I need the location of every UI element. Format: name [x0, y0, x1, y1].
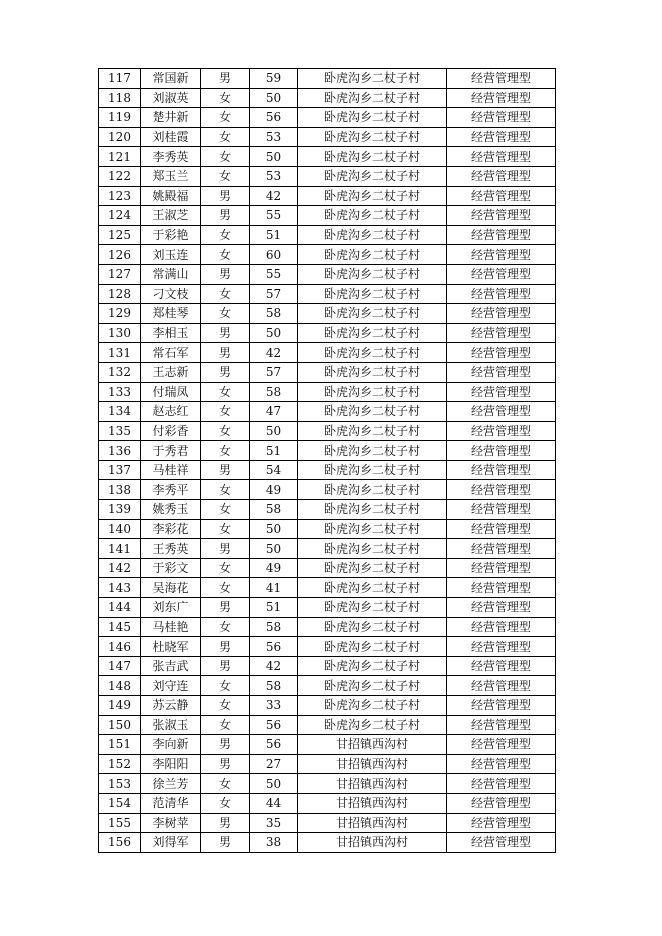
- row-number-cell: 156: [99, 833, 141, 853]
- person-name-cell: 李秀平: [141, 480, 201, 500]
- row-number-cell: 125: [99, 225, 141, 245]
- person-name-cell: 楚井新: [141, 108, 201, 128]
- gender-cell: 女: [201, 715, 250, 735]
- gender-cell: 女: [201, 108, 250, 128]
- village-cell: 甘招镇西沟村: [298, 833, 447, 853]
- row-number-cell: 131: [99, 343, 141, 363]
- category-cell: 经营管理型: [447, 598, 556, 618]
- gender-cell: 男: [201, 69, 250, 89]
- category-cell: 经营管理型: [447, 813, 556, 833]
- age-cell: 58: [250, 304, 298, 324]
- age-cell: 50: [250, 88, 298, 108]
- gender-cell: 男: [201, 186, 250, 206]
- person-name-cell: 郑桂琴: [141, 304, 201, 324]
- age-cell: 60: [250, 245, 298, 265]
- table-row: [99, 598, 556, 618]
- category-cell: 经营管理型: [447, 304, 556, 324]
- category-cell: 经营管理型: [447, 88, 556, 108]
- person-name-cell: 李相玉: [141, 323, 201, 343]
- age-cell: 47: [250, 402, 298, 422]
- village-cell: 卧虎沟乡二杖子村: [298, 598, 447, 618]
- age-cell: 56: [250, 637, 298, 657]
- age-cell: 42: [250, 186, 298, 206]
- table-row: [99, 88, 556, 108]
- gender-cell: 女: [201, 774, 250, 794]
- person-name-cell: 姚秀玉: [141, 500, 201, 520]
- gender-cell: 女: [201, 225, 250, 245]
- row-number-cell: 155: [99, 813, 141, 833]
- age-cell: 58: [250, 617, 298, 637]
- table-row: [99, 500, 556, 520]
- gender-cell: 男: [201, 362, 250, 382]
- village-cell: 卧虎沟乡二杖子村: [298, 186, 447, 206]
- table-row: [99, 539, 556, 559]
- table-row: [99, 245, 556, 265]
- age-cell: 42: [250, 343, 298, 363]
- village-cell: 卧虎沟乡二杖子村: [298, 558, 447, 578]
- age-cell: 51: [250, 598, 298, 618]
- category-cell: 经营管理型: [447, 539, 556, 559]
- age-cell: 49: [250, 480, 298, 500]
- row-number-cell: 136: [99, 441, 141, 461]
- person-name-cell: 常国新: [141, 69, 201, 89]
- row-number-cell: 139: [99, 500, 141, 520]
- row-number-cell: 132: [99, 362, 141, 382]
- person-name-cell: 吴海花: [141, 578, 201, 598]
- person-name-cell: 于秀君: [141, 441, 201, 461]
- village-cell: 卧虎沟乡二杖子村: [298, 696, 447, 716]
- table-row: [99, 284, 556, 304]
- gender-cell: 女: [201, 245, 250, 265]
- age-cell: 56: [250, 108, 298, 128]
- gender-cell: 男: [201, 754, 250, 774]
- village-cell: 甘招镇西沟村: [298, 813, 447, 833]
- age-cell: 44: [250, 793, 298, 813]
- table-row: [99, 735, 556, 755]
- village-cell: 卧虎沟乡二杖子村: [298, 617, 447, 637]
- gender-cell: 女: [201, 617, 250, 637]
- gender-cell: 女: [201, 382, 250, 402]
- row-number-cell: 143: [99, 578, 141, 598]
- gender-cell: 女: [201, 696, 250, 716]
- category-cell: 经营管理型: [447, 441, 556, 461]
- age-cell: 57: [250, 284, 298, 304]
- category-cell: 经营管理型: [447, 774, 556, 794]
- person-name-cell: 杜晓军: [141, 637, 201, 657]
- table-row: [99, 402, 556, 422]
- person-name-cell: 李秀英: [141, 147, 201, 167]
- age-cell: 50: [250, 774, 298, 794]
- gender-cell: 女: [201, 793, 250, 813]
- village-cell: 卧虎沟乡二杖子村: [298, 69, 447, 89]
- table-row: [99, 323, 556, 343]
- row-number-cell: 133: [99, 382, 141, 402]
- category-cell: 经营管理型: [447, 754, 556, 774]
- person-name-cell: 范清华: [141, 793, 201, 813]
- gender-cell: 男: [201, 343, 250, 363]
- category-cell: 经营管理型: [447, 676, 556, 696]
- category-cell: 经营管理型: [447, 166, 556, 186]
- table-row: [99, 813, 556, 833]
- gender-cell: 女: [201, 421, 250, 441]
- gender-cell: 女: [201, 519, 250, 539]
- person-name-cell: 赵志红: [141, 402, 201, 422]
- village-cell: 卧虎沟乡二杖子村: [298, 343, 447, 363]
- table-row: [99, 166, 556, 186]
- village-cell: 卧虎沟乡二杖子村: [298, 421, 447, 441]
- gender-cell: 男: [201, 833, 250, 853]
- village-cell: 卧虎沟乡二杖子村: [298, 206, 447, 226]
- gender-cell: 男: [201, 539, 250, 559]
- village-cell: 卧虎沟乡二杖子村: [298, 304, 447, 324]
- category-cell: 经营管理型: [447, 578, 556, 598]
- table-row: [99, 617, 556, 637]
- table-row: [99, 206, 556, 226]
- category-cell: 经营管理型: [447, 460, 556, 480]
- age-cell: 53: [250, 127, 298, 147]
- gender-cell: 男: [201, 323, 250, 343]
- row-number-cell: 138: [99, 480, 141, 500]
- village-cell: 卧虎沟乡二杖子村: [298, 166, 447, 186]
- gender-cell: 女: [201, 676, 250, 696]
- row-number-cell: 148: [99, 676, 141, 696]
- village-cell: 卧虎沟乡二杖子村: [298, 637, 447, 657]
- table-row: [99, 637, 556, 657]
- person-name-cell: 常满山: [141, 264, 201, 284]
- person-name-cell: 刁文枝: [141, 284, 201, 304]
- person-name-cell: 李阳阳: [141, 754, 201, 774]
- row-number-cell: 147: [99, 656, 141, 676]
- village-cell: 卧虎沟乡二杖子村: [298, 127, 447, 147]
- age-cell: 51: [250, 441, 298, 461]
- person-name-cell: 王志新: [141, 362, 201, 382]
- category-cell: 经营管理型: [447, 637, 556, 657]
- gender-cell: 女: [201, 166, 250, 186]
- gender-cell: 男: [201, 735, 250, 755]
- village-cell: 卧虎沟乡二杖子村: [298, 519, 447, 539]
- age-cell: 33: [250, 696, 298, 716]
- category-cell: 经营管理型: [447, 793, 556, 813]
- row-number-cell: 152: [99, 754, 141, 774]
- category-cell: 经营管理型: [447, 186, 556, 206]
- village-cell: 卧虎沟乡二杖子村: [298, 323, 447, 343]
- row-number-cell: 123: [99, 186, 141, 206]
- age-cell: 56: [250, 715, 298, 735]
- row-number-cell: 118: [99, 88, 141, 108]
- row-number-cell: 149: [99, 696, 141, 716]
- village-cell: 卧虎沟乡二杖子村: [298, 225, 447, 245]
- row-number-cell: 122: [99, 166, 141, 186]
- category-cell: 经营管理型: [447, 480, 556, 500]
- person-name-cell: 李树苹: [141, 813, 201, 833]
- table-row: [99, 833, 556, 853]
- village-cell: 卧虎沟乡二杖子村: [298, 245, 447, 265]
- person-name-cell: 于彩文: [141, 558, 201, 578]
- row-number-cell: 154: [99, 793, 141, 813]
- category-cell: 经营管理型: [447, 245, 556, 265]
- row-number-cell: 134: [99, 402, 141, 422]
- table-row: [99, 264, 556, 284]
- person-name-cell: 刘淑英: [141, 88, 201, 108]
- table-row: [99, 147, 556, 167]
- person-name-cell: 张吉武: [141, 656, 201, 676]
- village-cell: 甘招镇西沟村: [298, 735, 447, 755]
- village-cell: 甘招镇西沟村: [298, 774, 447, 794]
- row-number-cell: 142: [99, 558, 141, 578]
- row-number-cell: 140: [99, 519, 141, 539]
- category-cell: 经营管理型: [447, 225, 556, 245]
- table-row: [99, 460, 556, 480]
- category-cell: 经营管理型: [447, 147, 556, 167]
- category-cell: 经营管理型: [447, 108, 556, 128]
- category-cell: 经营管理型: [447, 696, 556, 716]
- gender-cell: 女: [201, 127, 250, 147]
- village-cell: 卧虎沟乡二杖子村: [298, 676, 447, 696]
- row-number-cell: 153: [99, 774, 141, 794]
- person-name-cell: 刘桂霞: [141, 127, 201, 147]
- age-cell: 50: [250, 323, 298, 343]
- age-cell: 58: [250, 500, 298, 520]
- person-name-cell: 王淑芝: [141, 206, 201, 226]
- village-cell: 卧虎沟乡二杖子村: [298, 460, 447, 480]
- age-cell: 27: [250, 754, 298, 774]
- row-number-cell: 120: [99, 127, 141, 147]
- table-row: [99, 519, 556, 539]
- age-cell: 51: [250, 225, 298, 245]
- age-cell: 35: [250, 813, 298, 833]
- person-name-cell: 郑玉兰: [141, 166, 201, 186]
- row-number-cell: 137: [99, 460, 141, 480]
- gender-cell: 男: [201, 460, 250, 480]
- table-row: [99, 304, 556, 324]
- village-cell: 卧虎沟乡二杖子村: [298, 500, 447, 520]
- age-cell: 50: [250, 519, 298, 539]
- person-name-cell: 刘玉连: [141, 245, 201, 265]
- gender-cell: 男: [201, 656, 250, 676]
- gender-cell: 女: [201, 402, 250, 422]
- category-cell: 经营管理型: [447, 715, 556, 735]
- category-cell: 经营管理型: [447, 656, 556, 676]
- village-cell: 卧虎沟乡二杖子村: [298, 441, 447, 461]
- table-row: [99, 362, 556, 382]
- person-name-cell: 刘得军: [141, 833, 201, 853]
- person-name-cell: 于彩艳: [141, 225, 201, 245]
- village-cell: 卧虎沟乡二杖子村: [298, 88, 447, 108]
- row-number-cell: 144: [99, 598, 141, 618]
- table-row: [99, 558, 556, 578]
- village-cell: 卧虎沟乡二杖子村: [298, 147, 447, 167]
- person-name-cell: 苏云静: [141, 696, 201, 716]
- table-row: [99, 382, 556, 402]
- row-number-cell: 121: [99, 147, 141, 167]
- category-cell: 经营管理型: [447, 264, 556, 284]
- village-cell: 卧虎沟乡二杖子村: [298, 578, 447, 598]
- age-cell: 50: [250, 147, 298, 167]
- row-number-cell: 130: [99, 323, 141, 343]
- age-cell: 49: [250, 558, 298, 578]
- table-row: [99, 343, 556, 363]
- table-row: [99, 108, 556, 128]
- village-cell: 卧虎沟乡二杖子村: [298, 539, 447, 559]
- row-number-cell: 129: [99, 304, 141, 324]
- age-cell: 50: [250, 421, 298, 441]
- table-row: [99, 656, 556, 676]
- gender-cell: 女: [201, 88, 250, 108]
- category-cell: 经营管理型: [447, 558, 556, 578]
- gender-cell: 男: [201, 598, 250, 618]
- age-cell: 38: [250, 833, 298, 853]
- gender-cell: 女: [201, 480, 250, 500]
- roster-table: [98, 68, 556, 853]
- table-row: [99, 696, 556, 716]
- table-row: [99, 421, 556, 441]
- village-cell: 卧虎沟乡二杖子村: [298, 656, 447, 676]
- table-row: [99, 715, 556, 735]
- gender-cell: 女: [201, 500, 250, 520]
- age-cell: 58: [250, 382, 298, 402]
- category-cell: 经营管理型: [447, 382, 556, 402]
- age-cell: 50: [250, 539, 298, 559]
- category-cell: 经营管理型: [447, 402, 556, 422]
- gender-cell: 女: [201, 147, 250, 167]
- person-name-cell: 马桂艳: [141, 617, 201, 637]
- row-number-cell: 126: [99, 245, 141, 265]
- village-cell: 卧虎沟乡二杖子村: [298, 108, 447, 128]
- category-cell: 经营管理型: [447, 617, 556, 637]
- age-cell: 58: [250, 676, 298, 696]
- age-cell: 55: [250, 206, 298, 226]
- person-name-cell: 李向新: [141, 735, 201, 755]
- category-cell: 经营管理型: [447, 69, 556, 89]
- table-row: [99, 186, 556, 206]
- person-name-cell: 李彩花: [141, 519, 201, 539]
- village-cell: 卧虎沟乡二杖子村: [298, 362, 447, 382]
- table-row: [99, 225, 556, 245]
- age-cell: 54: [250, 460, 298, 480]
- row-number-cell: 124: [99, 206, 141, 226]
- person-name-cell: 刘守连: [141, 676, 201, 696]
- age-cell: 55: [250, 264, 298, 284]
- category-cell: 经营管理型: [447, 833, 556, 853]
- row-number-cell: 151: [99, 735, 141, 755]
- age-cell: 57: [250, 362, 298, 382]
- category-cell: 经营管理型: [447, 127, 556, 147]
- person-name-cell: 马桂祥: [141, 460, 201, 480]
- category-cell: 经营管理型: [447, 284, 556, 304]
- age-cell: 41: [250, 578, 298, 598]
- row-number-cell: 117: [99, 69, 141, 89]
- table-row: [99, 441, 556, 461]
- category-cell: 经营管理型: [447, 421, 556, 441]
- row-number-cell: 146: [99, 637, 141, 657]
- gender-cell: 女: [201, 284, 250, 304]
- category-cell: 经营管理型: [447, 362, 556, 382]
- gender-cell: 女: [201, 304, 250, 324]
- category-cell: 经营管理型: [447, 519, 556, 539]
- gender-cell: 男: [201, 813, 250, 833]
- gender-cell: 男: [201, 206, 250, 226]
- person-name-cell: 常石军: [141, 343, 201, 363]
- gender-cell: 男: [201, 264, 250, 284]
- village-cell: 甘招镇西沟村: [298, 754, 447, 774]
- row-number-cell: 128: [99, 284, 141, 304]
- village-cell: 卧虎沟乡二杖子村: [298, 382, 447, 402]
- village-cell: 卧虎沟乡二杖子村: [298, 715, 447, 735]
- category-cell: 经营管理型: [447, 343, 556, 363]
- village-cell: 卧虎沟乡二杖子村: [298, 284, 447, 304]
- age-cell: 59: [250, 69, 298, 89]
- person-name-cell: 刘东广: [141, 598, 201, 618]
- age-cell: 42: [250, 656, 298, 676]
- row-number-cell: 145: [99, 617, 141, 637]
- category-cell: 经营管理型: [447, 735, 556, 755]
- row-number-cell: 141: [99, 539, 141, 559]
- row-number-cell: 150: [99, 715, 141, 735]
- table-row: [99, 754, 556, 774]
- table-row: [99, 480, 556, 500]
- table-row: [99, 793, 556, 813]
- gender-cell: 男: [201, 637, 250, 657]
- person-name-cell: 徐兰芳: [141, 774, 201, 794]
- table-row: [99, 676, 556, 696]
- gender-cell: 女: [201, 441, 250, 461]
- category-cell: 经营管理型: [447, 500, 556, 520]
- person-name-cell: 付瑞凤: [141, 382, 201, 402]
- person-name-cell: 付彩香: [141, 421, 201, 441]
- gender-cell: 女: [201, 558, 250, 578]
- table-row: [99, 69, 556, 89]
- row-number-cell: 119: [99, 108, 141, 128]
- table-body: [99, 69, 556, 853]
- village-cell: 甘招镇西沟村: [298, 793, 447, 813]
- village-cell: 卧虎沟乡二杖子村: [298, 480, 447, 500]
- category-cell: 经营管理型: [447, 206, 556, 226]
- village-cell: 卧虎沟乡二杖子村: [298, 264, 447, 284]
- table-row: [99, 578, 556, 598]
- table-row: [99, 774, 556, 794]
- person-name-cell: 王秀英: [141, 539, 201, 559]
- row-number-cell: 127: [99, 264, 141, 284]
- category-cell: 经营管理型: [447, 323, 556, 343]
- row-number-cell: 135: [99, 421, 141, 441]
- person-name-cell: 姚殿福: [141, 186, 201, 206]
- village-cell: 卧虎沟乡二杖子村: [298, 402, 447, 422]
- gender-cell: 女: [201, 578, 250, 598]
- age-cell: 53: [250, 166, 298, 186]
- age-cell: 56: [250, 735, 298, 755]
- person-name-cell: 张淑玉: [141, 715, 201, 735]
- table-row: [99, 127, 556, 147]
